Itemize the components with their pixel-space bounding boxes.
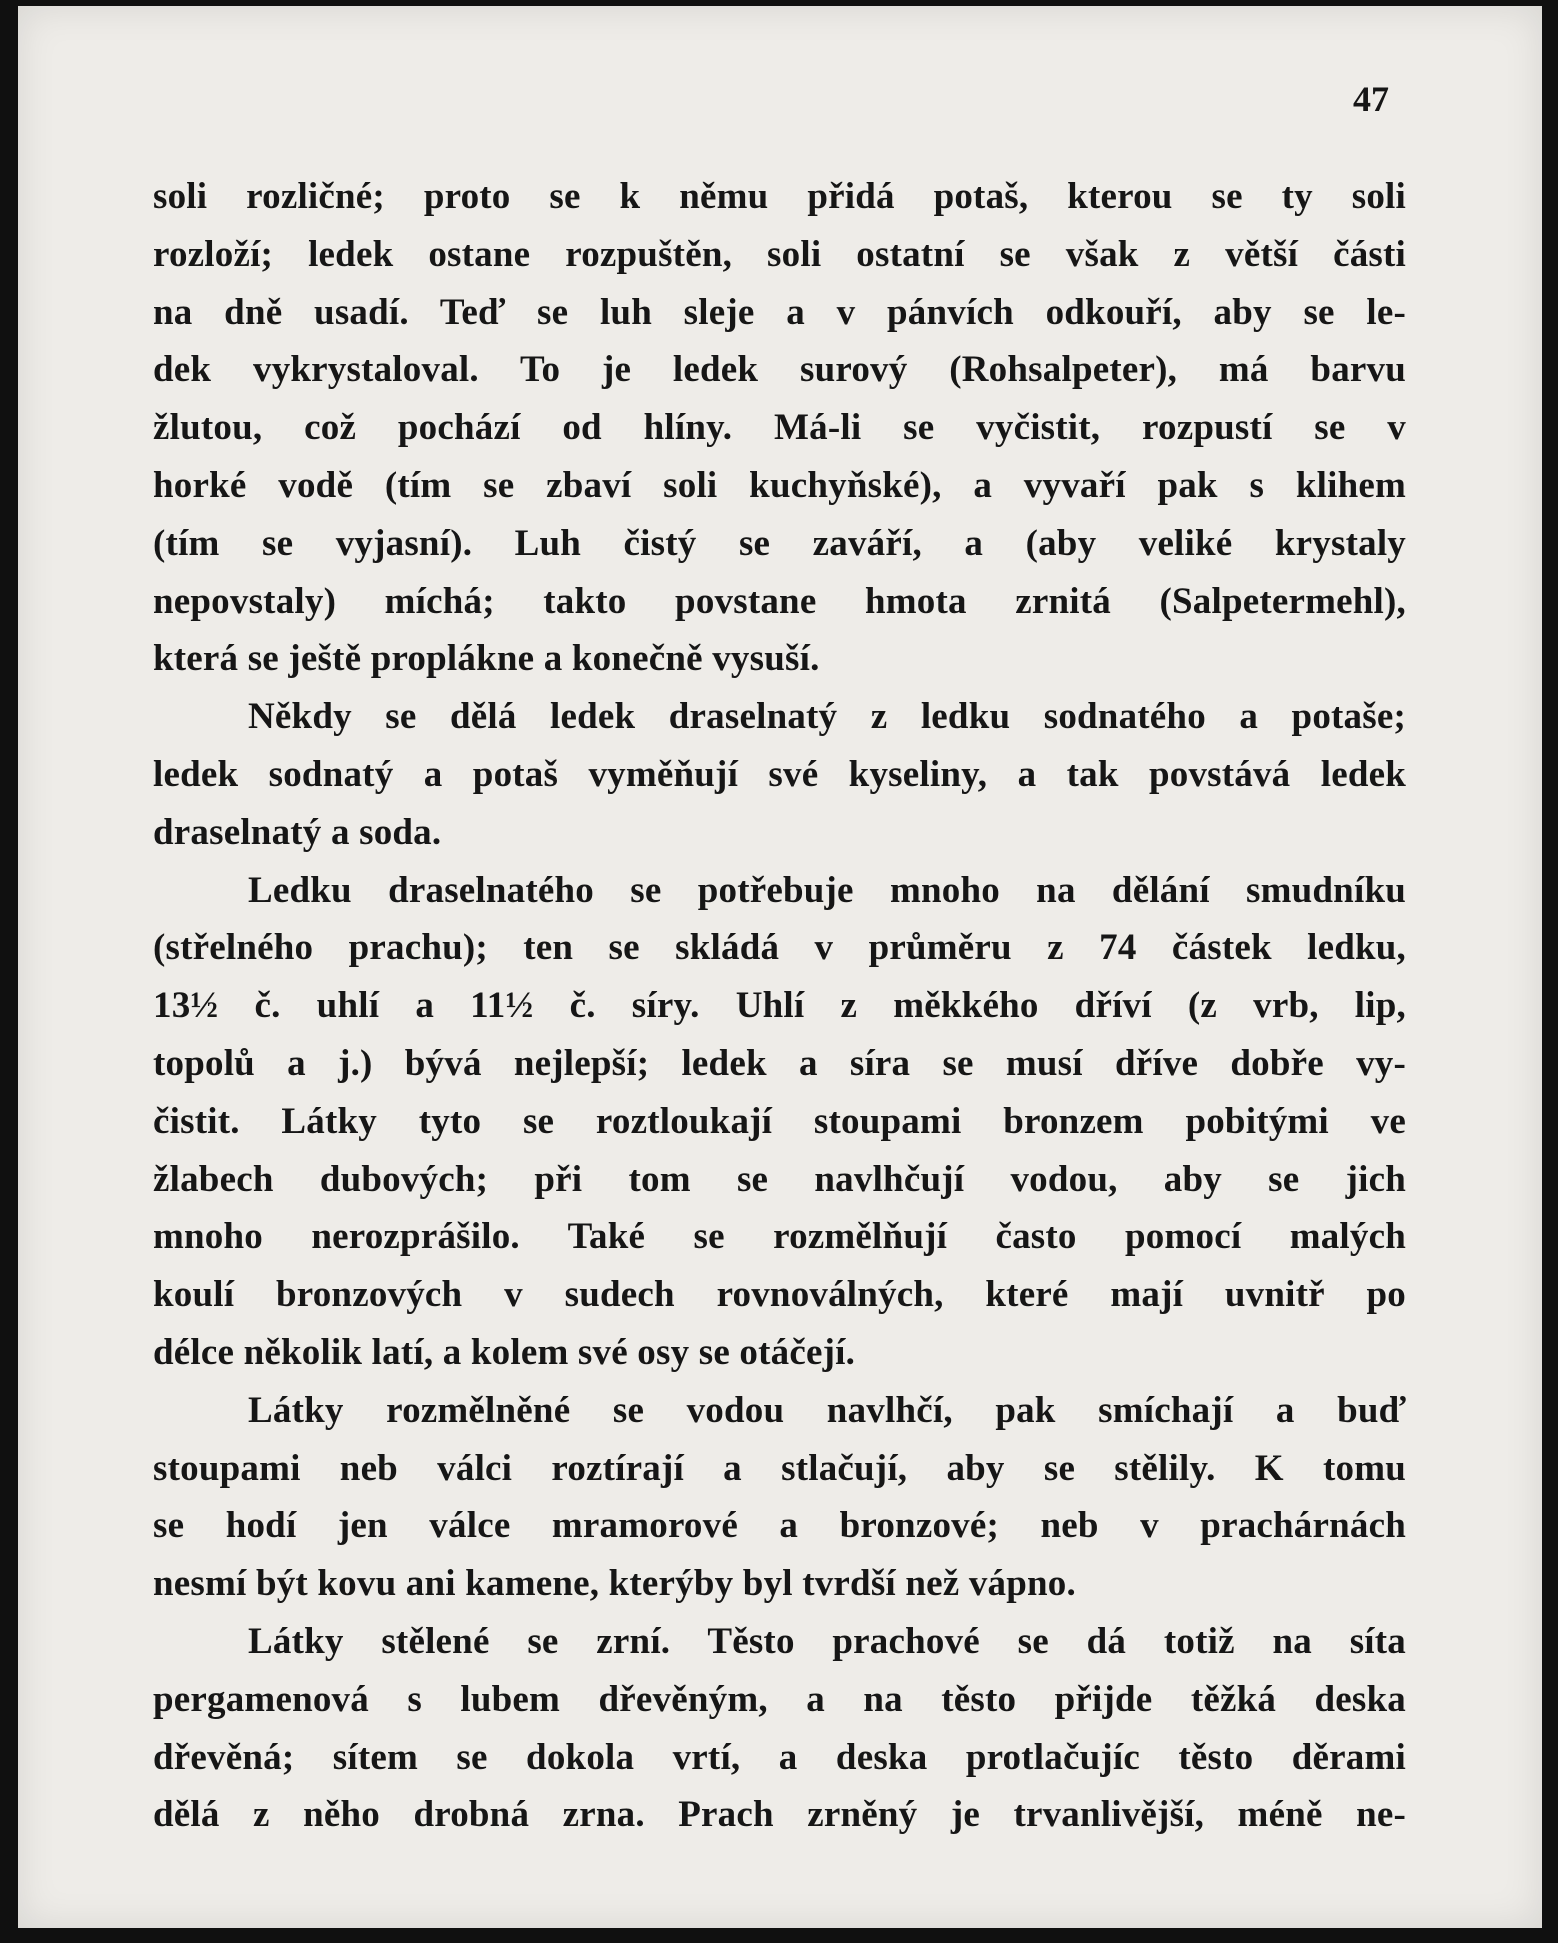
scanned-page <box>18 6 1542 1928</box>
text-line: koulí bronzových v sudech rovnoválných, které mají uvnitř po <box>153 1274 1406 1316</box>
text-line: draselnatý a soda. <box>153 811 442 853</box>
text-line: dřevěná; sítem se dokola vrtí, a deska protlačujíc těsto děrami <box>153 1736 1406 1778</box>
text-line: žlabech dubových; při tom se navlhčují vodou, aby se jich <box>153 1158 1406 1200</box>
text-line: Látky rozmělněné se vodou navlhčí, pak smíchají a buď <box>248 1389 1406 1431</box>
text-line: soli rozličné; proto se k němu přidá potaš, kterou se ty soli <box>153 176 1406 217</box>
text-line: (tím se vyjasní). Luh čistý se zaváří, a (aby veliké krystaly <box>153 522 1406 564</box>
text-line: dělá z něho drobná zrna. Prach zrněný je trvanlivější, méně ne- <box>153 1794 1406 1836</box>
text-line: čistit. Látky tyto se roztloukají stoupami bronzem pobitými ve <box>153 1100 1406 1142</box>
body-text <box>153 168 1406 1844</box>
text-line: stoupami neb válci roztírají a stlačují, aby se stělily. K tomu <box>153 1447 1406 1489</box>
text-line: žlutou, což pochází od hlíny. Má-li se vyčistit, rozpustí se v <box>153 407 1406 449</box>
text-line: horké vodě (tím se zbaví soli kuchyňské), a vyvaří pak s klihem <box>153 464 1406 506</box>
text-line: 13½ č. uhlí a 11½ č. síry. Uhlí z měkkého dříví (z vrb, lip, <box>153 985 1406 1027</box>
text-line: nesmí být kovu ani kamene, kterýby byl tvrdší než vápno. <box>153 1563 1076 1605</box>
text-line: (střelného prachu); ten se skládá v průměru z 74 částek ledku, <box>153 927 1406 969</box>
text-line: dek vykrystaloval. To je ledek surový (Rohsalpeter), má barvu <box>153 349 1406 391</box>
text-line: pergamenová s lubem dřevěným, a na těsto přijde těžká deska <box>153 1678 1406 1720</box>
text-line: Látky stělené se zrní. Těsto prachové se dá totiž na síta <box>248 1620 1406 1662</box>
text-line: se hodí jen válce mramorové a bronzové; neb v prachárnách <box>153 1505 1406 1547</box>
text-line: rozloží; ledek ostane rozpuštěn, soli ostatní se však z větší části <box>153 233 1406 275</box>
text-line: Ledku draselnatého se potřebuje mnoho na dělání smudníku <box>248 869 1406 911</box>
text-line: Někdy se dělá ledek draselnatý z ledku sodnatého a potaše; <box>248 696 1406 738</box>
text-line: ledek sodnatý a potaš vyměňují své kyseliny, a tak povstává ledek <box>153 753 1406 795</box>
page-number: 47 <box>1353 79 1389 119</box>
text-line: na dně usadí. Teď se luh sleje a v pánvích odkouří, aby se le- <box>153 291 1406 333</box>
text-line: topolů a j.) bývá nejlepší; ledek a síra se musí dříve dobře vy- <box>153 1042 1406 1084</box>
text-line: délce několik latí, a kolem své osy se otáčejí. <box>153 1331 856 1373</box>
text-line: která se ještě propláknе a konečně vysuší. <box>153 638 820 680</box>
text-line: mnoho nerozprášilo. Také se rozmělňují často pomocí malých <box>153 1216 1406 1258</box>
text-line: nepovstaly) míchá; takto povstane hmota zrnitá (Salpetermehl), <box>153 580 1406 622</box>
